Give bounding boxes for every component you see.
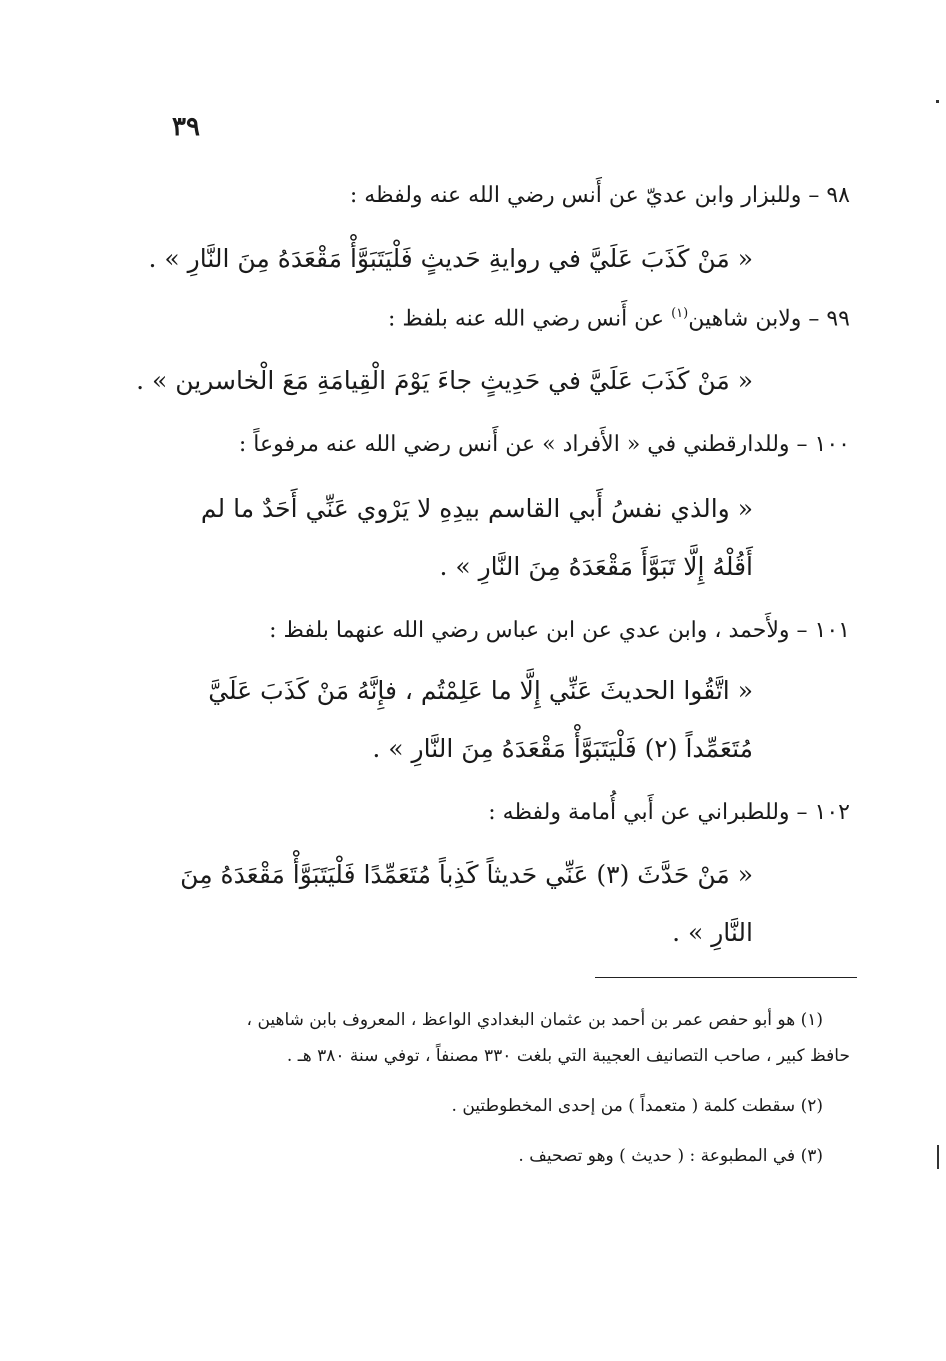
- scan-speck: [936, 100, 939, 103]
- entry-99-heading-tail: عن أَنس رضي الله عنه بلفظ :: [388, 306, 672, 332]
- entry-101-heading: ١٠١ – ولأَحمد ، وابن عدي عن ابن عباس رضي الله عنهما بلفظ :: [269, 618, 850, 643]
- entry-100-quote-line-1: « والذي نفسُ أَبي القاسم بيدِهِ لا يَرْوي عَنِّي أَحَدٌ ما لم: [200, 494, 753, 523]
- scan-mark: [937, 1145, 939, 1169]
- footnote-separator: [595, 977, 857, 978]
- entry-99-heading: [388, 306, 850, 333]
- entry-100-heading: ١٠٠ – وللدارقطني في « الأَفراد » عن أَنس رضي الله عنه مرفوعاً :: [238, 432, 850, 457]
- entry-98-quote: « مَنْ كَذَبَ عَلَيَّ في روايةِ حَديثٍ فَلْيَتَبَوَّأْ مَقْعَدَهُ مِنَ النَّارِ » .: [148, 244, 753, 273]
- footnote-1-line-1: (١) هو أبو حفص عمر بن أحمد بن عثمان البغدادي الواعظ ، المعروف بابن شاهين ،: [246, 1010, 823, 1030]
- entry-101-quote-line-2: مُتَعَمِّداً (٢) فَلْيَتَبَوَّأْ مَقْعَدَهُ مِنَ النَّارِ » .: [372, 734, 753, 763]
- footnote-2: (٢) سقطت كلمة ( متعمداً ) من إحدى المخطوطتين .: [451, 1096, 823, 1116]
- entry-102-heading: ١٠٢ – وللطبراني عن أَبي أُمامة ولفظه :: [488, 800, 850, 825]
- entry-99-heading-text: ٩٩ – ولابن شاهين: [688, 306, 850, 332]
- page-number: ٣٩: [172, 112, 200, 142]
- entry-98-heading: ٩٨ – وللبزار وابن عديّ عن أَنس رضي الله عنه ولفظه :: [349, 183, 850, 208]
- entry-101-quote-line-1: « اتَّقُوا الحديثَ عَنِّي إِلَّا ما عَلِمْتُم ، فإِنَّهُ مَنْ كَذَبَ عَلَيَّ: [208, 676, 753, 705]
- footnote-ref-1: (١): [671, 306, 689, 321]
- footnote-3: (٣) في المطبوعة : ( حديث ) وهو تصحيف .: [518, 1146, 823, 1166]
- entry-99-quote: « مَنْ كَذَبَ عَلَيَّ في حَدِيثٍ جاءَ يَوْمَ الْقِيامَةِ مَعَ الْخاسرين » .: [136, 366, 753, 395]
- footnote-1-line-2: حافظ كبير ، صاحب التصانيف العجيبة التي بلغت ٣٣٠ مصنفاً ، توفي سنة ٣٨٠ هـ .: [286, 1046, 850, 1066]
- entry-102-quote-line-2: النَّارِ » .: [672, 918, 753, 947]
- entry-100-quote-line-2: أَقُلْهُ إِلَّا تَبَوَّأَ مَقْعَدَهُ مِنَ النَّارِ » .: [439, 552, 753, 581]
- entry-102-quote-line-1: « مَنْ حَدَّثَ (٣) عَنِّي حَديثاً كَذِباً مُتَعَمِّدًا فَلْيَتَبَوَّأْ مَقْعَدَهُ مِنَ: [180, 860, 753, 889]
